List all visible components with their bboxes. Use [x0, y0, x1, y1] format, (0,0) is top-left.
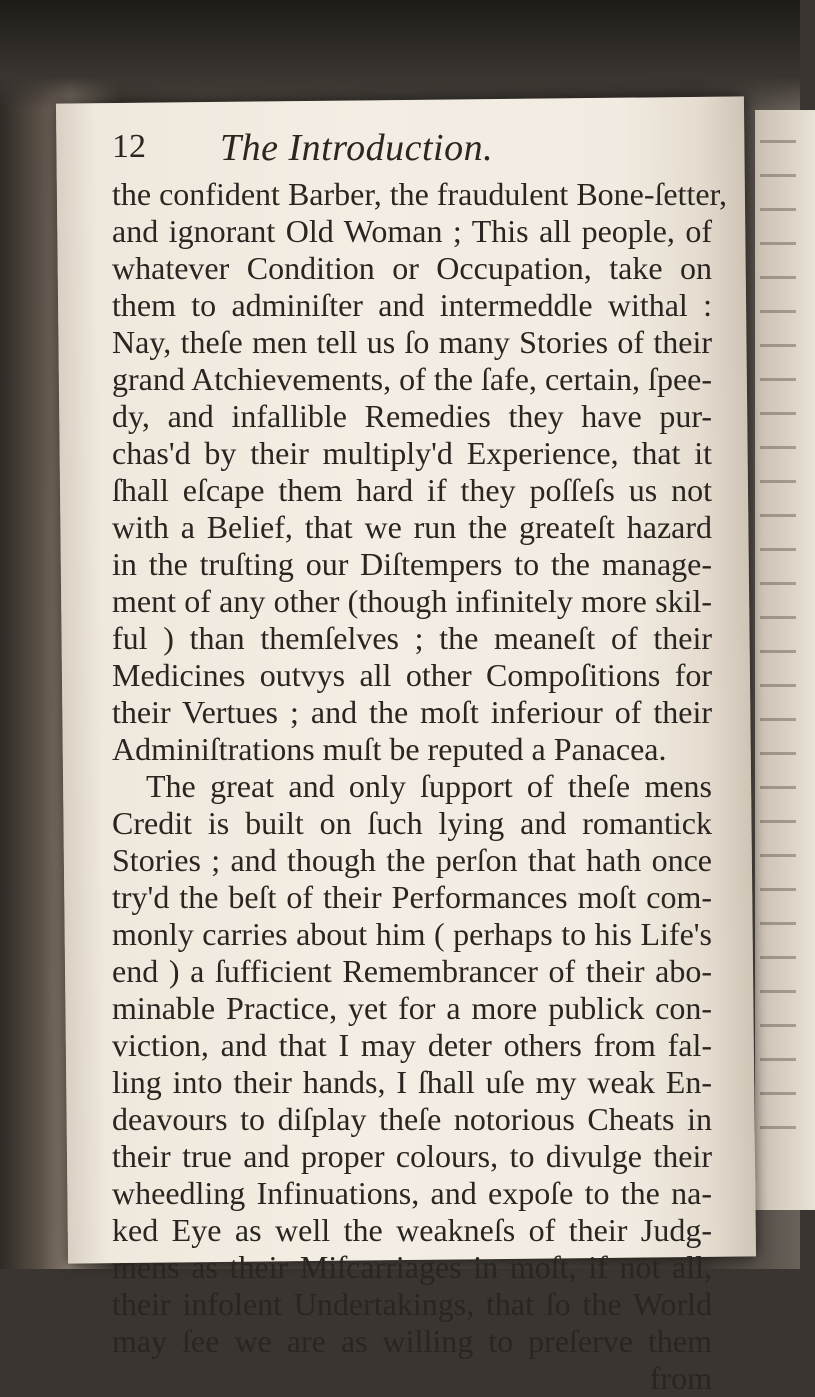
facing-page-text-bleed [760, 140, 796, 1140]
text-line: ſhall eſcape them hard if they poſſeſs us not [112, 472, 712, 508]
text-line: dy, and infallible Remedies they have pur- [112, 398, 712, 434]
body-text [112, 176, 727, 1397]
text-line: with a Belief, that we run the greateſt hazard [112, 509, 712, 545]
text-line: ling into their hands, I ſhall uſe my weak En- [112, 1064, 712, 1100]
text-line: may ſee we are as willing to preſerve them [112, 1323, 712, 1359]
text-line: their infolent Undertakings, that ſo the World [112, 1286, 712, 1322]
text-line: mens as their Miſcarriages in moſt, if not all, [112, 1249, 712, 1285]
text-line: in the truſting our Diſtempers to the manage- [112, 546, 712, 582]
text-line: chas'd by their multiply'd Experience, that it [112, 435, 712, 471]
text-line: Adminiſtrations muſt be reputed a Panacea. [112, 731, 667, 767]
text-line: viction, and that I may deter others from fal- [112, 1027, 712, 1063]
text-line: end ) a ſufficient Remembrancer of their abo- [112, 953, 712, 989]
text-line: Nay, theſe men tell us ſo many Stories of their [112, 324, 712, 360]
page-header [112, 128, 712, 168]
text-line: Credit is built on ſuch lying and romantick [112, 805, 712, 841]
text-line: Medicines outvys all other Compoſitions for [112, 657, 712, 693]
text-line: them to adminiſter and intermeddle withal : [112, 287, 712, 323]
page-number: 12 [112, 128, 146, 165]
text-line: deavours to diſplay theſe notorious Cheats in [112, 1101, 712, 1137]
text-line: wheedling Infinuations, and expoſe to the na- [112, 1175, 712, 1211]
text-line: their Vertues ; and the moſt inferiour of their [112, 694, 712, 730]
text-line: The great and only ſupport of theſe mens [146, 768, 712, 804]
text-line: try'd the beſt of their Performances moſt com- [112, 879, 712, 915]
text-line: their true and proper colours, to divulge their [112, 1138, 712, 1174]
text-line: ked Eye as well the weakneſs of their Judg- [112, 1212, 712, 1248]
text-line: ful ) than themſelves ; the meaneſt of their [112, 620, 712, 656]
running-head: The Introduction. [220, 127, 494, 169]
text-line: the confident Barber, the fraudulent Bone-ſetter, [112, 176, 727, 212]
binding-shadow [0, 0, 800, 110]
text-line: Stories ; and though the perſon that hath once [112, 842, 712, 878]
text-line: minable Practice, yet for a more publick con- [112, 990, 712, 1026]
text-line: and ignorant Old Woman ; This all people, of [112, 213, 712, 249]
text-line: monly carries about him ( perhaps to his Life's [112, 916, 712, 952]
catchword: from [649, 1360, 712, 1396]
text-line: ment of any other (though infinitely more skil- [112, 583, 712, 619]
text-line: grand Atchievements, of the ſafe, certain, ſpee- [112, 361, 712, 397]
text-line: whatever Condition or Occupation, take on [112, 250, 712, 286]
